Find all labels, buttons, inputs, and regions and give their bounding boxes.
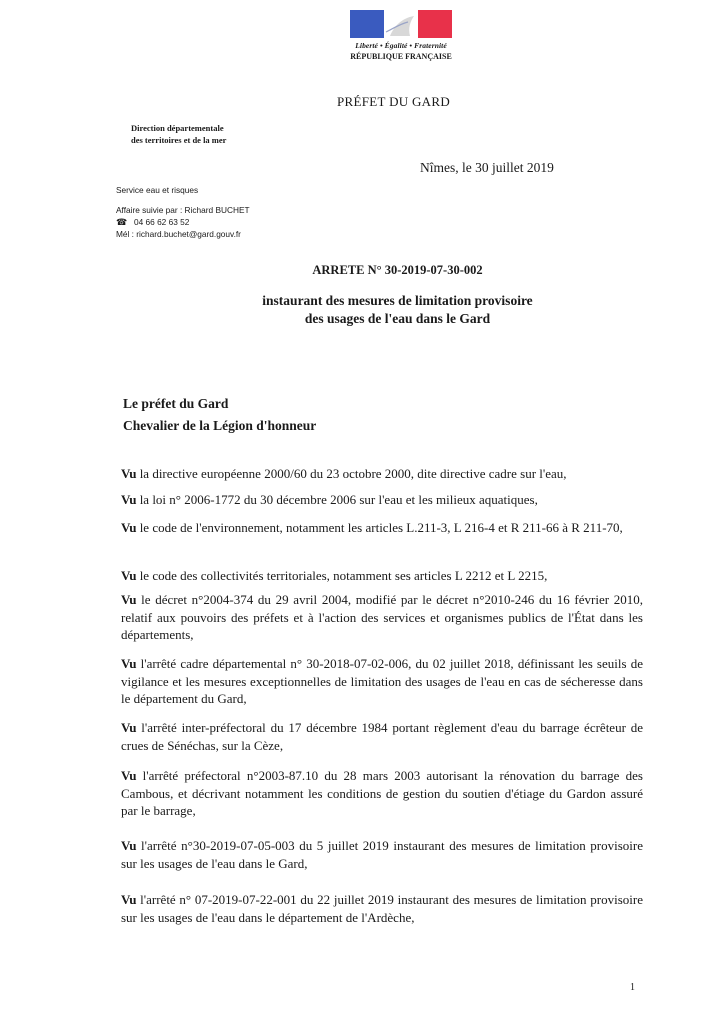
prefet-heading: PRÉFET DU GARD	[337, 94, 451, 109]
vu-text: le décret n°2004-374 du 29 avril 2004, modifié par le décret n°2010-246 du 16 février 2010, relatif aux pouvoirs des préfets et à l'action des services et organismes publics de l'État dans les départements,	[121, 592, 643, 642]
signatory-line-1: Le préfet du Gard	[123, 396, 229, 411]
direction-block	[131, 122, 226, 146]
vu-paragraph	[121, 591, 643, 644]
vu-lead: Vu	[121, 720, 137, 735]
vu-paragraph	[121, 519, 643, 537]
vu-paragraph	[121, 837, 643, 872]
vu-text: le code de l'environnement, notamment les articles L.211-3, L 216-4 et R 211-66 à R 211-70,	[136, 520, 623, 535]
vu-lead: Vu	[121, 892, 137, 907]
republic-name: RÉPUBLIQUE FRANÇAISE	[350, 52, 452, 61]
vu-text: le code des collectivités territoriales, notamment ses articles L 2212 et L 2215,	[136, 568, 548, 583]
vu-paragraph	[121, 465, 643, 483]
vu-paragraph	[121, 491, 643, 509]
phone-row	[116, 216, 250, 228]
telephone-icon: ☎	[116, 216, 128, 227]
vu-lead: Vu	[121, 768, 137, 783]
vu-text: l'arrêté préfectoral n°2003-87.10 du 28 mars 2003 autorisant la rénovation du barrage des Cambous, et décrivant notamment les conditions de gestion du soutien d'étiage du Gardon assuré par le barrage,	[121, 768, 643, 818]
direction-line-2: des territoires et de la mer	[131, 135, 227, 145]
signatory-line-2: Chevalier de la Légion d'honneur	[123, 418, 317, 433]
contact-block	[116, 184, 250, 240]
vu-text: la directive européenne 2000/60 du 23 octobre 2000, dite directive cadre sur l'eau,	[136, 466, 567, 481]
vu-lead: Vu	[121, 838, 137, 853]
vu-text: l'arrêté n° 07-2019-07-22-001 du 22 juillet 2019 instaurant des mesures de limitation provisoire sur les usages de l'eau dans le département de l'Ardèche,	[121, 892, 643, 925]
vu-lead: Vu	[121, 592, 137, 607]
direction-line-1: Direction départementale	[131, 123, 224, 133]
vu-paragraph	[121, 891, 643, 926]
marianne-flag-icon	[350, 10, 452, 38]
signatory-block	[123, 393, 316, 437]
vu-lead: Vu	[121, 568, 137, 583]
vu-lead: Vu	[121, 520, 137, 535]
service-name: Service eau et risques	[116, 185, 199, 195]
arrete-title	[0, 292, 725, 328]
vu-text: l'arrêté inter-préfectoral du 17 décembre 1984 portant règlement d'eau du barrage écrêteur de crues de Sénéchas, sur la Cèze,	[121, 720, 643, 753]
email-address: Mél : richard.buchet@gard.gouv.fr	[116, 229, 241, 239]
republic-motto: Liberté • Égalité • Fraternité	[355, 41, 447, 50]
vu-paragraph	[121, 655, 643, 708]
vu-lead: Vu	[121, 656, 137, 671]
page-number: 1	[630, 982, 635, 993]
vu-text: l'arrêté cadre départemental n° 30-2018-07-02-006, du 02 juillet 2018, définissant les seuils de vigilance et les mesures exceptionnelles de limitation des usages de l'eau en cas de sécheresse dans le département du Gard,	[121, 656, 643, 706]
arrete-title-line-2: des usages de l'eau dans le Gard	[304, 311, 491, 326]
marianne-logo	[349, 10, 453, 61]
arrete-number: ARRETE N° 30-2019-07-30-002	[312, 263, 483, 277]
vu-text: la loi n° 2006-1772 du 30 décembre 2006 sur l'eau et les milieux aquatiques,	[136, 492, 538, 507]
vu-lead: Vu	[121, 466, 137, 481]
vu-paragraph	[121, 567, 643, 585]
vu-text: l'arrêté n°30-2019-07-05-003 du 5 juillet 2019 instaurant des mesures de limitation provisoire sur les usages de l'eau dans le Gard,	[121, 838, 643, 871]
vu-lead: Vu	[121, 492, 137, 507]
place-date: Nîmes, le 30 juillet 2019	[420, 160, 554, 175]
vu-paragraph	[121, 767, 643, 820]
affaire-suivie: Affaire suivie par : Richard BUCHET	[116, 205, 250, 215]
phone-number: 04 66 62 63 52	[134, 217, 190, 227]
arrete-title-line-1: instaurant des mesures de limitation provisoire	[262, 293, 533, 308]
vu-paragraph	[121, 719, 643, 754]
